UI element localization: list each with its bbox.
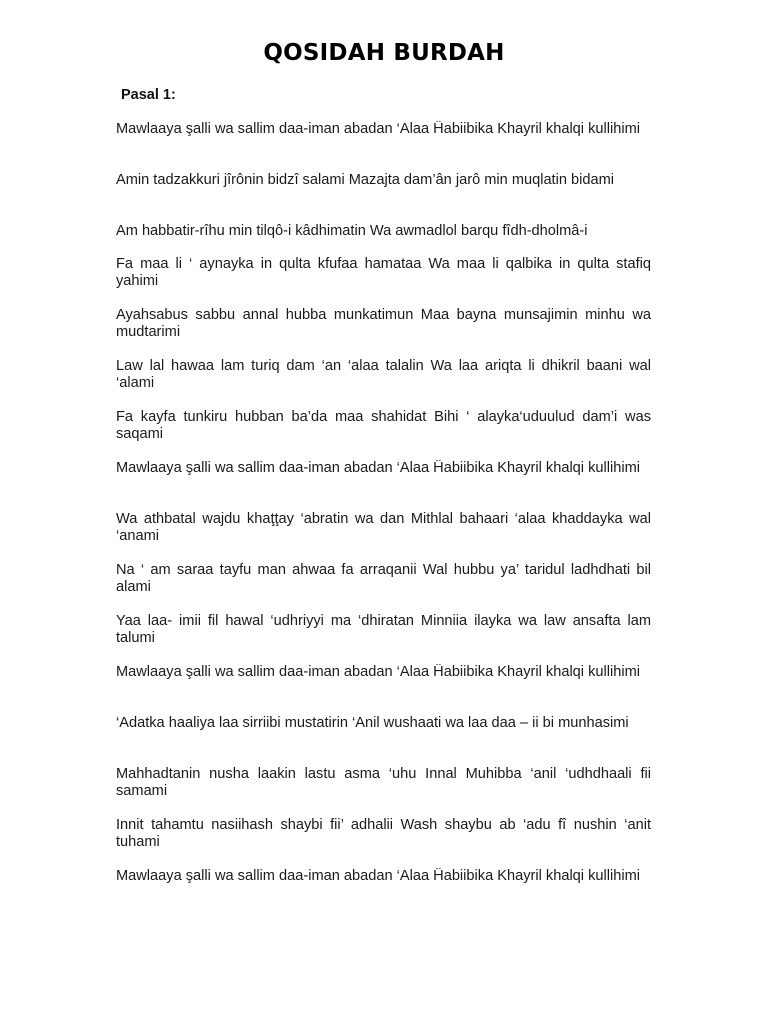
verse-paragraph: Am habbatir-rîhu min tilqô-i kâdhimatin Wa awmadlol barqu fîdh-dholmâ-i: [116, 223, 588, 239]
verse-paragraph: Mawlaaya şalli wa sallim daa-iman abadan ‘Alaa Ĥabiibika Khayril khalqi kullihimi: [116, 121, 640, 137]
verse-paragraph: Fa kayfa tunkiru hubban ba’da maa shahidat Bihi ‘ alayka‘uduulud dam’i was saqami: [116, 409, 651, 442]
verse-paragraph: Mawlaaya şalli wa sallim daa-iman abadan ‘Alaa Ĥabiibika Khayril khalqi kullihimi: [116, 664, 640, 680]
verse-paragraph: Innit tahamtu nasiihash shaybi fii’ adhalii Wash shaybu ab ‘adu fî nushin ‘anit tuhami: [116, 817, 651, 850]
verse-paragraph: Mawlaaya şalli wa sallim daa-iman abadan ‘Alaa Ĥabiibika Khayril khalqi kullihimi: [116, 868, 640, 884]
verse-paragraph: Law lal hawaa lam turiq dam ‘an ‘alaa talalin Wa laa ariqta li dhikril baani wal ‘alami: [116, 358, 651, 391]
verse-paragraph: Amin tadzakkuri jîrônin bidzî salami Mazajta dam’ân jarô min muqlatin bidami: [116, 172, 615, 188]
verse-paragraph: Mahhadtanin nusha laakin lastu asma ‘uhu Innal Muhibba ‘anil ‘udhdhaali fii samami: [116, 766, 651, 799]
verse-paragraph: Na ‘ am saraa tayfu man ahwaa fa arraqanii Wal hubbu ya’ taridul ladhdhati bil alami: [116, 562, 651, 595]
section-label: Pasal 1:: [121, 87, 176, 103]
verse-paragraph: Ayahsabus sabbu annal hubba munkatimun Maa bayna munsajimin minhu wa mudtarimi: [116, 307, 651, 340]
page-title: QOSIDAH BURDAH: [263, 40, 505, 66]
verse-list: [116, 121, 651, 919]
verse-paragraph: ‘Adatka haaliya laa sirriibi mustatirin ‘Anil wushaati wa laa daa – ii bi munhasimi: [116, 715, 629, 731]
verse-paragraph: Yaa laa- imii fil hawal ‘udhriyyi ma ‘dhiratan Minniia ilayka wa law ansafta lam talumi: [116, 613, 651, 646]
verse-paragraph: Fa maa li ‘ aynayka in qulta kfufaa hamataa Wa maa li qalbika in qulta stafiq yahimi: [116, 256, 651, 289]
verse-paragraph: Wa athbatal wajdu khaţţay ‘abratin wa dan Mithlal bahaari ‘alaa khaddayka wal ‘anami: [116, 511, 651, 544]
verse-paragraph: Mawlaaya şalli wa sallim daa-iman abadan ‘Alaa Ĥabiibika Khayril khalqi kullihimi: [116, 460, 640, 476]
